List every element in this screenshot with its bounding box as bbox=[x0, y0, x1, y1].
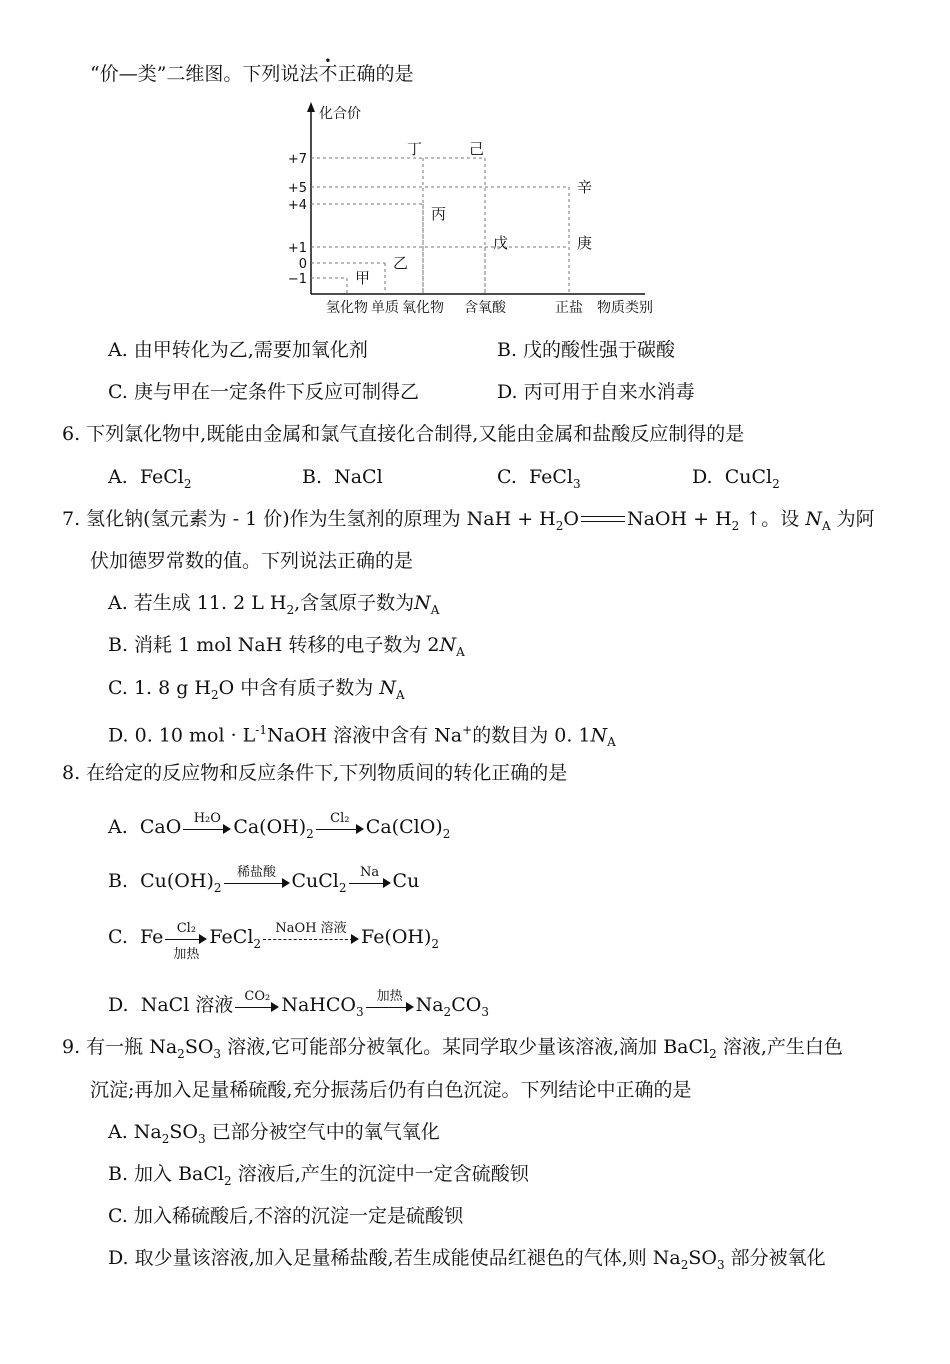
reaction-arrow bbox=[349, 865, 391, 895]
question-8-stem: 8. 在给定的反应物和反应条件下,下列物质间的转化正确的是 bbox=[62, 762, 568, 784]
subscript: 2 bbox=[213, 880, 222, 895]
stem-text: 为阿 bbox=[836, 508, 875, 530]
subscript: A bbox=[430, 602, 440, 617]
subscript: A bbox=[607, 735, 616, 750]
stem-text: 7. 氢化钠(氢元素为 - 1 价)作为生氢剂的原理为 NaH + H bbox=[62, 508, 556, 530]
x-tick-label: 正盐 bbox=[555, 300, 583, 316]
reaction-arrow bbox=[366, 989, 414, 1019]
subscript: 2 bbox=[286, 602, 295, 617]
reactant: Fe bbox=[140, 926, 164, 948]
formula: FeCl bbox=[139, 466, 184, 488]
q8-option-b[interactable] bbox=[108, 865, 420, 900]
avogadro-symbol: N bbox=[590, 724, 608, 747]
option-text: B. 加入 BaCl bbox=[108, 1163, 224, 1185]
y-tick-label: +4 bbox=[287, 198, 307, 213]
subscript: 2 bbox=[555, 518, 564, 533]
x-tick-label: 含氧酸 bbox=[464, 300, 506, 316]
x-tick-label: 单质 bbox=[371, 300, 399, 316]
option-text: SO bbox=[688, 1247, 717, 1269]
subscript: 2 bbox=[431, 936, 440, 951]
reaction-arrow bbox=[235, 989, 279, 1019]
reaction-condition: CO₂ bbox=[244, 989, 271, 1004]
option-text: D. 0. 10 mol · L bbox=[108, 724, 256, 747]
reaction-arrow bbox=[165, 921, 207, 962]
option-text: NaOH 溶液中含有 Na bbox=[267, 724, 463, 747]
subscript: 2 bbox=[211, 687, 219, 702]
option-letter: D. bbox=[108, 994, 129, 1016]
question-9-stem-cont: 沉淀;再加入足量稀硫酸,充分振荡后仍有白色沉淀。下列结论中正确的是 bbox=[90, 1079, 692, 1101]
data-point-label: 甲 bbox=[355, 269, 371, 287]
subscript: 2 bbox=[177, 1046, 185, 1061]
option-text: 部分被氧化 bbox=[730, 1247, 826, 1269]
option-letter: C. bbox=[108, 926, 128, 948]
subscript: 2 bbox=[338, 880, 347, 895]
subscript: A bbox=[821, 518, 831, 533]
subscript: 2 bbox=[306, 826, 314, 841]
avogadro-symbol: N bbox=[414, 592, 431, 614]
question-7-stem-cont: 伏加德罗常数的值。下列说法正确的是 bbox=[90, 550, 414, 572]
superscript: -1 bbox=[255, 723, 267, 737]
data-point-label: 丁 bbox=[407, 140, 423, 158]
q5-option-a[interactable]: A. 由甲转化为乙,需要加氧化剂 bbox=[108, 339, 368, 361]
formula: NaCl bbox=[334, 466, 383, 488]
subscript: 2 bbox=[731, 518, 740, 533]
subscript: 2 bbox=[680, 1257, 689, 1272]
q6-option-d[interactable] bbox=[692, 465, 780, 496]
q6-option-c[interactable] bbox=[497, 465, 581, 496]
q9-option-a[interactable] bbox=[108, 1120, 440, 1151]
q8-option-c[interactable] bbox=[108, 921, 440, 962]
stem-text: “价—类”二维图。下列说法 bbox=[90, 63, 319, 85]
q9-option-d[interactable] bbox=[108, 1246, 826, 1277]
q9-option-c[interactable]: C. 加入稀硫酸后,不溶的沉淀一定是硫酸钡 bbox=[108, 1205, 463, 1227]
option-text: A. 若生成 11. 2 L H bbox=[108, 592, 287, 614]
product: CuCl bbox=[291, 870, 339, 892]
y-axis-arrow bbox=[307, 102, 315, 112]
question-7-stem bbox=[62, 507, 875, 538]
data-point-label: 戊 bbox=[493, 234, 509, 252]
y-tick-label: −1 bbox=[287, 272, 307, 287]
subscript: 3 bbox=[481, 1004, 489, 1019]
avogadro-symbol: N bbox=[439, 634, 457, 656]
option-letter: A. bbox=[108, 816, 128, 838]
emphasis-mark: 不 bbox=[318, 63, 338, 85]
x-tick-label: 氢化物 bbox=[326, 300, 368, 316]
x-tick-label: 氧化物 bbox=[402, 300, 444, 316]
reactant: Cu(OH) bbox=[140, 870, 214, 892]
stem-text: 正确的是 bbox=[337, 63, 414, 85]
avogadro-symbol: N bbox=[379, 677, 396, 699]
reaction-arrow bbox=[224, 865, 290, 895]
q7-option-a[interactable] bbox=[108, 591, 439, 622]
q7-option-d[interactable] bbox=[108, 718, 616, 754]
y-tick-label: 0 bbox=[298, 257, 307, 272]
option-text: 已部分被空气中的氧气氧化 bbox=[211, 1121, 440, 1143]
subscript: 2 bbox=[442, 826, 451, 841]
q7-option-c[interactable] bbox=[108, 676, 405, 707]
product: FeCl bbox=[209, 926, 254, 948]
product: Ca(OH) bbox=[233, 816, 307, 838]
option-letter: B. bbox=[108, 870, 129, 892]
subscript: 2 bbox=[709, 1046, 717, 1061]
subscript: A bbox=[456, 644, 465, 659]
reaction-condition: 加热 bbox=[173, 947, 200, 962]
y-tick-label: +7 bbox=[287, 152, 307, 167]
data-point-label: 辛 bbox=[577, 178, 593, 196]
q8-option-d[interactable] bbox=[108, 989, 489, 1024]
subscript: 2 bbox=[183, 476, 192, 491]
stem-text: 溶液,它可能部分被氧化。某同学取少量该溶液,滴加 BaCl bbox=[227, 1036, 710, 1058]
stem-text: 溶液,产生白色 bbox=[722, 1036, 843, 1058]
q9-option-b[interactable] bbox=[108, 1162, 529, 1193]
option-letter: D. bbox=[692, 466, 713, 488]
subscript: 2 bbox=[772, 476, 780, 491]
q6-option-a[interactable] bbox=[108, 465, 192, 496]
option-letter: B. bbox=[302, 466, 323, 488]
stem-text: ↑。设 bbox=[745, 508, 800, 530]
subscript: 2 bbox=[224, 1173, 232, 1188]
question-9-stem bbox=[62, 1035, 843, 1066]
option-letter: C. bbox=[497, 466, 517, 488]
avogadro-symbol: N bbox=[805, 508, 822, 530]
subscript: 2 bbox=[443, 1004, 452, 1019]
reactant: NaCl 溶液 bbox=[140, 994, 234, 1016]
q8-option-a[interactable] bbox=[108, 811, 451, 846]
option-text: O 中含有质子数为 bbox=[218, 677, 374, 699]
reaction-condition: Na bbox=[359, 865, 380, 880]
stem-text: O bbox=[563, 508, 579, 530]
reactant: CaO bbox=[139, 816, 182, 838]
subscript: 2 bbox=[161, 1131, 170, 1146]
reaction-condition: Cl₂ bbox=[176, 921, 197, 936]
reaction-condition: H₂O bbox=[193, 811, 221, 826]
product: Cu bbox=[392, 870, 420, 892]
q7-option-b[interactable] bbox=[108, 633, 465, 664]
y-tick-label: +5 bbox=[287, 181, 307, 196]
q6-option-b[interactable] bbox=[302, 465, 383, 489]
option-text: A. Na bbox=[108, 1121, 162, 1143]
subscript: A bbox=[395, 687, 405, 702]
q5-option-b[interactable]: B. 戊的酸性强于碳酸 bbox=[497, 339, 676, 361]
reaction-arrow bbox=[183, 811, 231, 841]
q5-option-c[interactable]: C. 庚与甲在一定条件下反应可制得乙 bbox=[108, 381, 419, 403]
x-axis-label: 物质类别 bbox=[597, 300, 653, 316]
data-point-label: 乙 bbox=[393, 254, 409, 272]
product: CO bbox=[451, 994, 482, 1016]
option-text: 溶液后,产生的沉淀中一定含硫酸钡 bbox=[237, 1163, 529, 1185]
reaction-condition: Cl₂ bbox=[330, 811, 350, 826]
stem-text: NaOH + H bbox=[626, 508, 732, 530]
option-text: C. 1. 8 g H bbox=[108, 677, 212, 699]
reaction-arrow bbox=[316, 811, 364, 841]
y-tick-label: +1 bbox=[287, 241, 307, 256]
stem-text: SO bbox=[184, 1036, 214, 1058]
data-point-label: 己 bbox=[469, 140, 485, 158]
data-point-label: 丙 bbox=[431, 205, 447, 223]
product: Ca(ClO) bbox=[365, 816, 443, 838]
reaction-arrow bbox=[263, 921, 359, 951]
option-text: SO bbox=[169, 1121, 198, 1143]
reaction-condition: 加热 bbox=[376, 989, 403, 1004]
data-point-label: 庚 bbox=[577, 234, 593, 252]
option-text: 的数目为 0. 1 bbox=[472, 724, 591, 747]
subscript: 3 bbox=[573, 476, 581, 491]
option-text: B. 消耗 1 mol NaH 转移的电子数为 2 bbox=[108, 634, 440, 656]
product: Na bbox=[415, 994, 444, 1016]
product: Fe(OH) bbox=[361, 926, 432, 948]
equals-sign bbox=[579, 515, 627, 525]
y-axis-label: 化合价 bbox=[319, 106, 361, 122]
valence-category-chart bbox=[285, 98, 665, 328]
question-6-stem: 6. 下列氯化物中,既能由金属和氯气直接化合制得,又能由金属和盐酸反应制得的是 bbox=[62, 423, 745, 445]
product: NaHCO bbox=[281, 994, 356, 1016]
reaction-condition: NaOH 溶液 bbox=[275, 921, 347, 936]
formula: FeCl bbox=[529, 466, 574, 488]
option-text: D. 取少量该溶液,加入足量稀盐酸,若生成能使品红褪色的气体,则 Na bbox=[108, 1247, 681, 1269]
q5-option-d[interactable]: D. 丙可用于自来水消毒 bbox=[497, 381, 695, 403]
subscript: 3 bbox=[355, 1004, 364, 1019]
question-5-stem bbox=[90, 62, 413, 86]
superscript: + bbox=[462, 723, 473, 737]
stem-text: 9. 有一瓶 Na bbox=[62, 1036, 178, 1058]
subscript: 3 bbox=[198, 1131, 206, 1146]
subscript: 2 bbox=[253, 936, 262, 951]
reaction-condition: 稀盐酸 bbox=[236, 865, 276, 880]
subscript: 3 bbox=[716, 1257, 725, 1272]
formula: CuCl bbox=[724, 466, 773, 488]
option-text: ,含氢原子数为 bbox=[294, 592, 415, 614]
subscript: 3 bbox=[213, 1046, 222, 1061]
option-letter: A. bbox=[108, 466, 128, 488]
